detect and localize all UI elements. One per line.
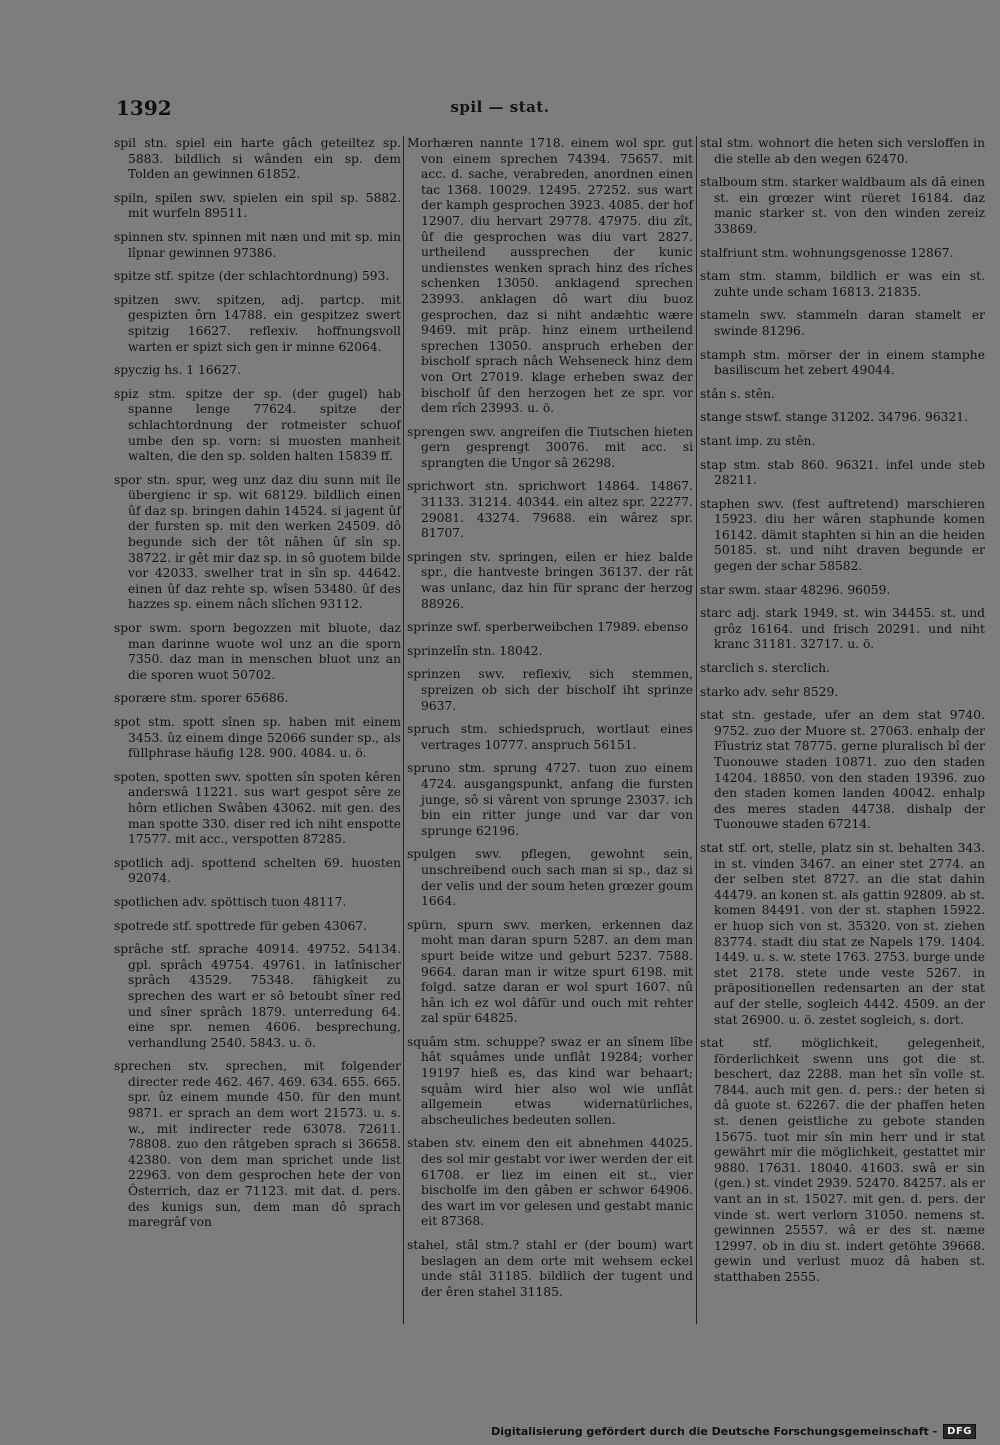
dictionary-entry: spotlichen adv. spöttisch tuon 48117.: [114, 894, 347, 909]
dictionary-entry: sprinzelîn stn. 18042.: [407, 643, 543, 658]
dictionary-entry: spürn, spurn swv. merken, erkennen daz moht man daran spurn 5287. an dem man spurt beide witze und geburt 5237. 7588. 9664. daran man ir witze spurt 6198. mit folgd. satze daran er wol spurt 1607. nû hân ich ez wol dâfür und ouch mit rehter zal spür 64825.: [407, 917, 693, 1026]
dictionary-entry: stange stswf. stange 31202. 34796. 96321.: [700, 410, 969, 425]
dictionary-entry: star swm. staar 48296. 96059.: [700, 582, 891, 597]
dictionary-entry: stalfriunt stm. wohnungsgenosse 12867.: [700, 245, 954, 260]
dictionary-entry: spitze stf. spitze (der schlachtordnung) 593.: [114, 269, 390, 284]
dictionary-entry: stal stm. wohnort die heten sich versloffen in die stelle ab den wegen 62470.: [700, 136, 985, 166]
dictionary-entry: stat stf. ort, stelle, platz sin st. behalten 343. in st. vinden 3467. an einer stet 2774. an der selben stet 8727. an die stat dahin 44479. an konen st. als gattin 92809. ab st. komen 84491. von der st. staphen 15922. er huop sich von st. 35320. von st. ziehen 83774. stadt diu stat ze Napels 179. 1404. 1449. u. s. w. stete 1763. 2753. burge unde stet 2178. stete unde veste 5267. in präpositionellen redensarten an der stat auf der stelle, sogleich 4442. 4509. an der stat 26900. u. ö. zestet sogleich, s. dort.: [700, 840, 985, 1027]
dictionary-entry: stat stn. gestade, ufer an dem stat 9740. 9752. zuo der Muore st. 27063. enhalp der Fîustriz stat 78775. gerne pluralisch bî der Tuonouwe staden 10871. zuo den staden 14204. 18850. von den staden 19396. zuo den staden komen landen 40042. enhalp des meres staden 44738. dishalp der Tuonouwe staden 67214.: [700, 708, 985, 832]
dictionary-entry: spot stm. spott sînen sp. haben mit einem 3453. ûz einem dinge 52066 sunder sp., als füllphrase häufig 128. 900. 4084. u. ö.: [114, 715, 401, 761]
dictionary-entry: staphen swv. (fest auftretend) marschieren 15923. diu her wâren staphunde komen 16142. dämit staphten si hin an die heiden 50185. st. und niht draven begunde er gegen der schar 58582.: [700, 496, 985, 574]
dictionary-entry: spiln, spilen swv. spielen ein spil sp. 5882. mit wurfeln 89511.: [114, 190, 401, 221]
dictionary-entry: spotlich adj. spottend schelten 69. huosten 92074.: [114, 855, 401, 886]
dictionary-entry: stat stf. möglichkeit, gelegenheit, förderlichkeit swenn uns got die st. beschert, daz 2288. man het sîn volle st. 7844. auch mit gen. d. pers.: der heten si dâ guote st. 62267. die der phaffen heten st. denen geistliche zu gebote standen 15675. tuot mir sîn min herr und ir stat gewährt mir die möglichkeit, gestattet mir 9880. 17631. 18040. 41603. swâ er sin (gen.) st. vindet 2939. 52470. 84257. als er vant an in st. 15027. mit gen. d. pers. der vinde st. wert verlorn 31050. nemens st. gewinnen 25557. wâ er des st. næme 12997. ob in diu st. indert getöhte 39668. gewin und verlust muoz dâ haben st. statthaben 2555.: [700, 1036, 985, 1284]
dictionary-entry: stân s. stên.: [700, 386, 775, 401]
dictionary-entry: spotrede stf. spottrede für geben 43067.: [114, 918, 368, 933]
dictionary-entry: stant imp. zu stên.: [700, 433, 816, 448]
column-rule-2: [696, 136, 697, 1324]
dictionary-entry: spitzen swv. spitzen, adj. partcp. mit gespizten ôrn 14788. ein gespitzez swert spitzig 16627. reflexiv. hoffnungsvoll warten er spizt sich gen ir minne 62064.: [114, 292, 401, 354]
dictionary-entry: stap stm. stab 860. 96321. infel unde steb 28211.: [700, 457, 985, 488]
dictionary-entry: staben stv. einem den eit abnehmen 44025. des sol mir gestabt vor iwer werden der eit 61708. er liez im einen eit st., vier bischolfe im den gâben er schwor 64906. des wart im vor gelesen und gestabt manic eit 87368.: [407, 1136, 693, 1229]
dictionary-entry: spyczig hs. 1 16627.: [114, 363, 242, 378]
column-1: [114, 136, 401, 1239]
footer-text: Digitalisierung gefördert durch die Deutsche Forschungsgemeinschaft -: [491, 1425, 938, 1438]
footer: [491, 1424, 976, 1439]
dictionary-entry: spruch stm. schiedspruch, wortlaut eines vertrages 10777. anspruch 56151.: [407, 722, 693, 752]
page-header: [0, 96, 1000, 126]
dictionary-entry: sporære stm. sporer 65686.: [114, 691, 289, 706]
dictionary-entry: starclich s. sterclich.: [700, 661, 830, 676]
dfg-logo: DFG: [943, 1424, 976, 1439]
dictionary-entry: squâm stm. schuppe? swaz er an sînem lîbe hât squâmes unde unflât 19284; vorher 19197 hieß es, das kind war behaart; squâm wird hier also wol wie unflât allgemein etwas widernatürliches, abscheuliches bedeuten sollen.: [407, 1034, 693, 1127]
dictionary-entry: sprichwort stn. sprichwort 14864. 14867. 31133. 31214. 40344. ein altez spr. 22277. 29081. 43274. 79688. ein wârez spr. 81707.: [407, 479, 693, 541]
dictionary-entry: sprinzen swv. reflexiv, sich stemmen, spreizen ob sich der bischolf iht sprinze 9637.: [407, 667, 693, 713]
dictionary-entry: spor stn. spur, weg unz daz diu sunn mit île übergienc ir sp. wit 68129. bildlich einen ûf daz sp. bringen dahin 14524. si jagent ûf der fursten sp. mit den werken 24509. dô begunde sich der tôt nâhen ûf sîn sp. 38722. ir gêt mir daz sp. in sô guotem bilde vor 42033. swelher trat in sîn sp. 44642. einen ûf daz rehte sp. wîsen 53480. ûf des hazzes sp. einem nâch slîchen 93112.: [114, 472, 401, 612]
dictionary-entry: spoten, spotten swv. spotten sîn spoten kêren anderswâ 11221. sus wart gespot sêre ze hôrn etlichen Swâben 43062. mit gen. des man spotte 330. diser red ich niht enspotte 17577. mit acc., verspotten 87285.: [114, 769, 401, 847]
dictionary-entry: Morhæren nannte 1718. einem wol spr. gut von einem sprechen 74394. 75657. mit acc. d. sache, verabreden, anordnen einen tac 1368. 10029. 12495. 27252. sus wart der kamph gesprochen 3923. 4085. der hof 12907. diu hervart 29778. 47975. diu zît, ûf die gesprochen was diu vart 2827. urtheilend aussprechen der kunic undienstes wenken sprach hinz des rîches schenken 13050. anklagend sprechen 23993. anklagen dô wart diu buoz gesprochen, daz si niht andæhtic wære 9469. mit präp. hinz einem urtheilend sprechen 13050. anspruch erheben der bischolf sprach nâch Wehseneck hinz dem von Ort 27019. klage erheben swaz der bischolf ûf den herzogen het ze spr. vor dem rîch 23993. u. ö.: [407, 136, 693, 416]
page-number: 1392: [116, 96, 172, 120]
dictionary-entry: stamph stm. mörser der in einem stamphe basiliscum het zebert 49044.: [700, 347, 985, 378]
dictionary-entry: spor swm. sporn begozzen mit bluote, daz man darinne wuote wol unz an die sporn 7350. daz man in menschen bluot unz an die sporen wuot 50702.: [114, 621, 401, 682]
dictionary-entry: starko adv. sehr 8529.: [700, 684, 839, 699]
dictionary-entry: stameln swv. stammeln daran stamelt er swinde 81296.: [700, 308, 985, 338]
dictionary-entry: stalboum stm. starker waldbaum als dâ einen st. ein grœzer wint rüeret 16184. daz manic starker st. von den winden zereiz 33869.: [700, 175, 985, 236]
running-head: spil — stat.: [450, 98, 550, 116]
dictionary-entry: sprâche stf. sprache 40914. 49752. 54134. gpl. sprâch 49754. 49761. in latînischer sprâch 43529. 75348. fähigkeit zu sprechen des wart er sô betoubt sîner red und sîner sprâch 1879. unterredung 64. eine spr. nemen 4606. besprechung, verhandlung 2540. 5843. u. ö.: [114, 942, 401, 1050]
dictionary-entry: stam stm. stamm, bildlich er was ein st. zuhte unde scham 16813. 21835.: [700, 269, 985, 299]
dictionary-entry: spruno stm. sprung 4727. tuon zuo einem 4724. ausgangspunkt, anfang die fursten junge, sô si vârent von sprunge 23037. ich bin ein ritter junge und var dar von sprunge 62196.: [407, 761, 693, 838]
dictionary-entry: sprengen swv. angreifen die Tiutschen hieten gern gesprengt 30076. mit acc. si sprangten die Ungor sâ 26298.: [407, 424, 693, 470]
dictionary-entry: sprechen stv. sprechen, mit folgender directer rede 462. 467. 469. 634. 655. 665. spr. ûz einem munde 450. für den munt 9871. er sprach an dem wort 21573. u. s. w., mit indirecter rede 63078. 72611. 78808. zuo den râtgeben sprach si 36658. 42380. von dem man sprichet unde list 22963. von dem gesprochen hete der von Ôsterrich, daz er 71123. mit dat. d. pers. des kunigs sun, dem man dô sprach maregrâf von: [114, 1059, 401, 1230]
dictionary-entry: springen stv. springen, eilen er hiez balde spr., die hantveste bringen 36137. der rât was unlanc, daz hin für spranc der herzog 88926.: [407, 549, 693, 611]
column-rule-1: [403, 136, 404, 1324]
dictionary-entry: spinnen stv. spinnen mit næn und mit sp. min lîpnar gewinnen 97386.: [114, 229, 401, 260]
column-2: [407, 136, 693, 1308]
column-3: [700, 136, 985, 1294]
dictionary-entry: spiz stm. spitze der sp. (der gugel) hab spanne lenge 77624. spitze der schlachtordnung der rotmeister schuof umbe den sp. vorn: si muosten manheit walten, die den sp. solden halten 15839 ff.: [114, 386, 401, 464]
dictionary-entry: spil stn. spiel ein harte gâch geteiltez sp. 5883. bildlich si wânden ein sp. dem Tolden an gewinnen 61852.: [114, 136, 401, 182]
dictionary-entry: starc adj. stark 1949. st. win 34455. st. und grôz 16164. und frisch 20291. und niht kranc 31181. 32717. u. ö.: [700, 606, 985, 652]
dictionary-entry: spulgen swv. pflegen, gewohnt sein, unschreibend ouch sach man si sp., daz si der velis und der soum heten grœzer goum 1664.: [407, 847, 693, 909]
dictionary-entry: sprinze swf. sperberweibchen 17989. ebenso: [407, 620, 689, 635]
dictionary-entry: stahel, stâl stm.? stahl er (der boum) wart beslagen an dem orte mit wehsem eckel unde stâl 31185. bildlich der tugent und der êren stahel 31185.: [407, 1238, 693, 1299]
